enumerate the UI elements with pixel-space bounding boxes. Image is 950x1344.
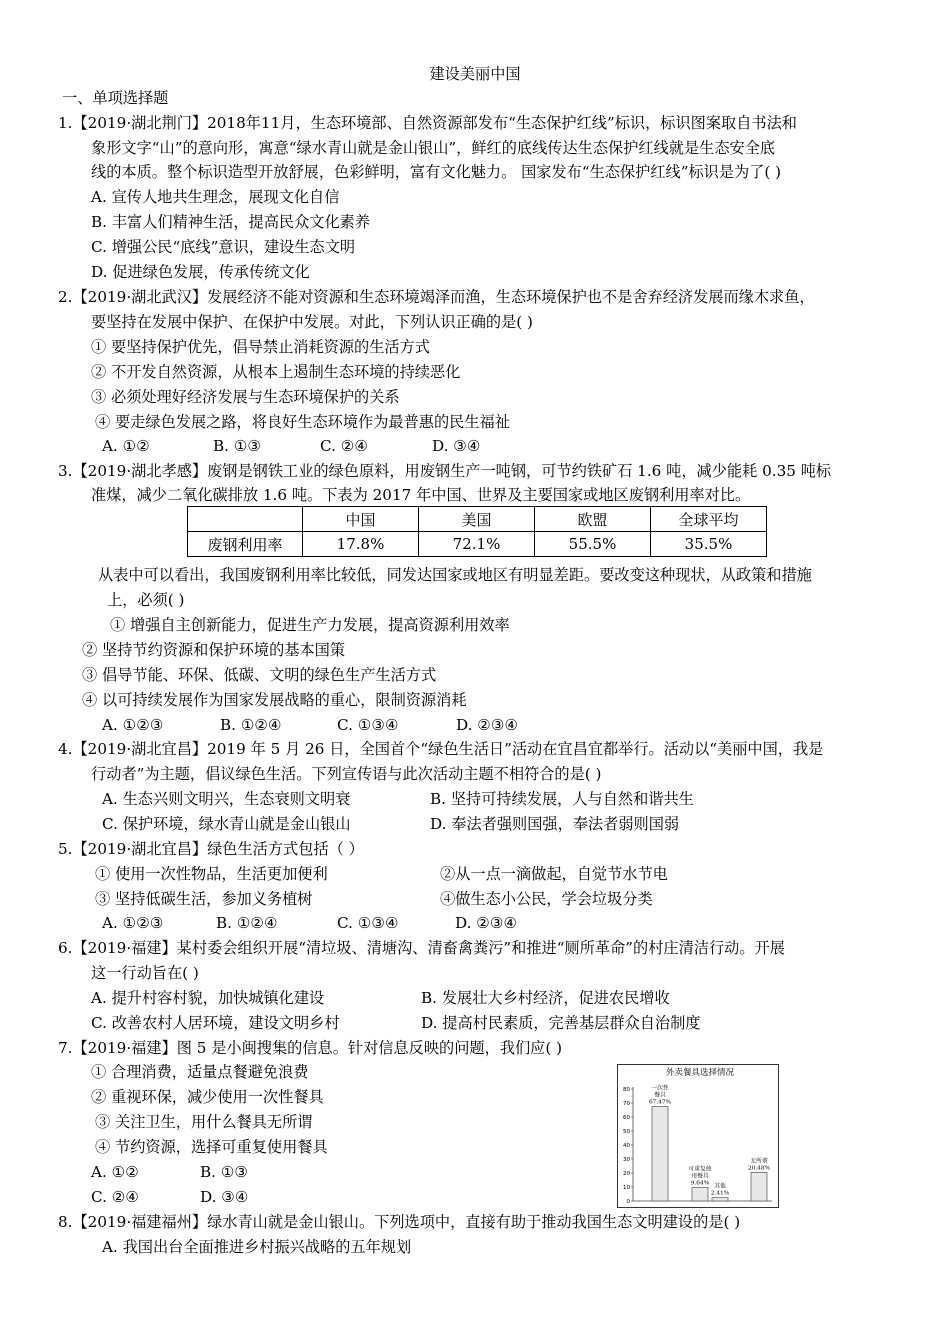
section-heading: 一、单项选择题 <box>62 89 169 107</box>
q3-stem-line3: 从表中可以看出，我国废钢利用率比较低，同发达国家或地区有明显差距。要改变这种现状，从政策和措施 <box>98 566 812 584</box>
q3-stem-line4: 上，必须( ) <box>107 591 185 609</box>
y-tick-label: 70 <box>623 1101 630 1107</box>
q4-stem-line1: 4.【2019·湖北宜昌】2019 年 5 月 26 日，全国首个“绿色生活日”活动在宜昌宜都举行。活动以“美丽中国，我是 <box>58 740 824 758</box>
q3-statement-4: ④ 以可持续发展作为国家发展战略的重心，限制资源消耗 <box>82 691 467 709</box>
table-header-row <box>188 507 767 532</box>
q1-option-a[interactable]: A. 宣传人地共生理念，展现文化自信 <box>91 188 340 206</box>
q2-statement-3: ③ 必须处理好经济发展与生态环境保护的关系 <box>91 388 400 406</box>
chart-bar <box>712 1198 728 1201</box>
q5-option-d[interactable]: D. ②③④ <box>455 914 518 932</box>
bar-data-label: 9.64% <box>690 1180 710 1187</box>
bar-data-label: 2.41% <box>710 1190 730 1197</box>
table-cell: 17.8% <box>303 532 419 557</box>
y-tick-label: 20 <box>623 1171 630 1177</box>
q3-stem-line1: 3.【2019·湖北孝感】废钢是钢铁工业的绿色原料，用废钢生产一吨钢，可节约铁矿石 1.6 吨，减少能耗 0.35 吨标 <box>58 462 832 480</box>
q4-option-b[interactable]: B. 坚持可持续发展，人与自然和谐共生 <box>430 790 694 808</box>
bar-category-label: 一次性 <box>651 1085 669 1092</box>
chart-canvas <box>618 1065 778 1207</box>
q7-option-a[interactable]: A. ①② <box>91 1163 139 1181</box>
q4-stem-line2: 行动者”为主题，倡议绿色生活。下列宣传语与此次活动主题不相符合的是( ) <box>91 765 602 783</box>
table-row-label: 废钢利用率 <box>188 532 303 557</box>
q2-option-d[interactable]: D. ③④ <box>432 437 481 455</box>
q7-option-d[interactable]: D. ③④ <box>200 1188 249 1206</box>
q2-statement-2: ② 不开发自然资源，从根本上遏制生态环境的持续恶化 <box>91 363 461 381</box>
q6-option-c[interactable]: C. 改善农村人居环境，建设文明乡村 <box>91 1014 340 1032</box>
page-title: 建设美丽中国 <box>429 65 521 83</box>
y-tick-label: 10 <box>623 1185 630 1191</box>
q6-stem-line1: 6.【2019·福建】某村委会组织开展“清垃圾、清塘沟、清畜禽粪污”和推进“厕所革命”的村庄清洁行动。开展 <box>58 939 785 957</box>
table-header-cell: 中国 <box>303 507 419 532</box>
q2-stem-line2: 要坚持在发展中保护、在保护中发展。对此，下列认识正确的是( ) <box>91 313 533 331</box>
table-header-cell: 美国 <box>419 507 535 532</box>
q3-statement-3: ③ 倡导节能、环保、低碳、文明的绿色生产生活方式 <box>82 666 437 684</box>
q7-statement-3: ③ 关注卫生，用什么餐具无所谓 <box>95 1113 313 1131</box>
q1-option-d[interactable]: D. 促进绿色发展，传承传统文化 <box>91 263 310 281</box>
q2-stem-line1: 2.【2019·湖北武汉】发展经济不能对资源和生态环境竭泽而渔，生态环境保护也不是舍弃经济发展而缘木求鱼， <box>58 288 815 306</box>
q2-option-b[interactable]: B. ①③ <box>213 437 262 455</box>
q5-option-c[interactable]: C. ①③④ <box>337 914 399 932</box>
table-header-cell: 全球平均 <box>651 507 767 532</box>
q3-option-c[interactable]: C. ①③④ <box>337 716 399 734</box>
q5-statement-4: ④做生态小公民，学会垃圾分类 <box>440 890 653 908</box>
table-row <box>188 532 767 557</box>
q4-option-a[interactable]: A. 生态兴则文明兴，生态衰则文明衰 <box>102 790 351 808</box>
table-header-cell: 欧盟 <box>535 507 651 532</box>
q6-stem-line2: 这一行动旨在( ) <box>91 964 199 982</box>
q2-statement-4: ④ 要走绿色发展之路，将良好生态环境作为最普惠的民生福祉 <box>95 413 510 431</box>
q7-stem-line1: 7.【2019·福建】图 5 是小闽搜集的信息。针对信息反映的问题，我们应( ) <box>58 1039 563 1057</box>
table-cell: 72.1% <box>419 532 535 557</box>
q1-stem-line1: 1.【2019·湖北荆门】2018年11月，生态环境部、自然资源部发布“生态保护红线”标识，标识图案取自书法和 <box>58 114 797 132</box>
q4-option-c[interactable]: C. 保护环境，绿水青山就是金山银山 <box>102 815 351 833</box>
table-header-cell <box>188 507 303 532</box>
q5-option-a[interactable]: A. ①②③ <box>102 914 164 932</box>
chart-title: 外卖餐具选择情况 <box>665 1068 735 1078</box>
table-cell: 35.5% <box>651 532 767 557</box>
bar-category-label: 餐具 <box>654 1092 666 1099</box>
q2-statement-1: ① 要坚持保护优先，倡导禁止消耗资源的生活方式 <box>91 338 430 356</box>
y-tick-label: 80 <box>623 1087 630 1093</box>
q5-option-b[interactable]: B. ①②④ <box>216 914 278 932</box>
q3-statement-1: ① 增强自主创新能力，促进生产力发展，提高资源利用效率 <box>110 616 510 634</box>
y-tick-label: 60 <box>623 1115 630 1121</box>
q1-option-c[interactable]: C. 增强公民“底线”意识，建设生态文明 <box>91 238 356 256</box>
q5-statement-3: ③ 坚持低碳生活，参加义务植树 <box>95 890 313 908</box>
scrap-steel-table <box>187 506 767 557</box>
chart-bar <box>652 1107 668 1201</box>
y-tick-label: 30 <box>623 1157 630 1163</box>
q1-stem-line3: 线的本质。整个标识造型开放舒展，色彩鲜明，富有文化魅力。 国家发布“生态保护红线”标识是为了( ) <box>91 163 782 181</box>
q7-option-c[interactable]: C. ②④ <box>91 1188 139 1206</box>
q3-option-d[interactable]: D. ②③④ <box>456 716 519 734</box>
chart-bar <box>692 1188 708 1201</box>
bar-data-label: 20.48% <box>747 1165 771 1172</box>
bar-category-label: 用餐具 <box>691 1173 709 1180</box>
bar-category-label: 其他 <box>714 1183 726 1190</box>
bar-category-label: 可重复使 <box>688 1166 712 1173</box>
y-tick-label: 0 <box>626 1199 630 1205</box>
q8-stem-line1: 8.【2019·福建福州】绿水青山就是金山银山。下列选项中，直接有助于推动我国生态文明建设的是( ) <box>58 1213 741 1231</box>
q5-statement-2: ②从一点一滴做起，自觉节水节电 <box>440 865 668 883</box>
q2-option-c[interactable]: C. ②④ <box>320 437 368 455</box>
q1-option-b[interactable]: B. 丰富人们精神生活，提高民众文化素养 <box>91 213 371 231</box>
q5-stem-line1: 5.【2019·湖北宜昌】绿色生活方式包括（ ） <box>58 840 364 858</box>
q6-option-b[interactable]: B. 发展壮大乡村经济，促进农民增收 <box>421 989 670 1007</box>
chart-bar <box>751 1172 767 1201</box>
q3-statement-2: ② 坚持节约资源和保护环境的基本国策 <box>82 641 346 659</box>
q8-option-a[interactable]: A. 我国出台全面推进乡村振兴战略的五年规划 <box>102 1238 412 1256</box>
y-tick-label: 40 <box>623 1143 630 1149</box>
q1-stem-line2: 象形文字“山”的意向形，寓意“绿水青山就是金山银山”，鲜红的底线传达生态保护红线就是生态安全底 <box>91 139 776 157</box>
table-cell: 55.5% <box>535 532 651 557</box>
q7-statement-2: ② 重视环保，减少使用一次性餐具 <box>91 1088 324 1106</box>
q2-option-a[interactable]: A. ①② <box>102 437 150 455</box>
y-tick-label: 50 <box>623 1129 630 1135</box>
bar-data-label: 67.47% <box>648 1099 672 1106</box>
q6-option-a[interactable]: A. 提升村容村貌，加快城镇化建设 <box>91 989 325 1007</box>
q5-statement-1: ① 使用一次性物品，生活更加便利 <box>95 865 328 883</box>
tableware-choice-chart <box>617 1064 779 1208</box>
q7-statement-4: ④ 节约资源，选择可重复使用餐具 <box>95 1138 328 1156</box>
q3-stem-line2: 准煤，减少二氧化碳排放 1.6 吨。下表为 2017 年中国、世界及主要国家或地区废钢利用率对比。 <box>91 486 751 504</box>
q6-option-d[interactable]: D. 提高村民素质，完善基层群众自治制度 <box>421 1014 701 1032</box>
q7-statement-1: ① 合理消费，适量点餐避免浪费 <box>91 1063 309 1081</box>
q7-option-b[interactable]: B. ①③ <box>200 1163 249 1181</box>
q3-option-a[interactable]: A. ①②③ <box>102 716 164 734</box>
q4-option-d[interactable]: D. 奉法者强则国强，奉法者弱则国弱 <box>430 815 680 833</box>
bar-category-label: 无所谓 <box>750 1158 768 1165</box>
q3-option-b[interactable]: B. ①②④ <box>220 716 282 734</box>
